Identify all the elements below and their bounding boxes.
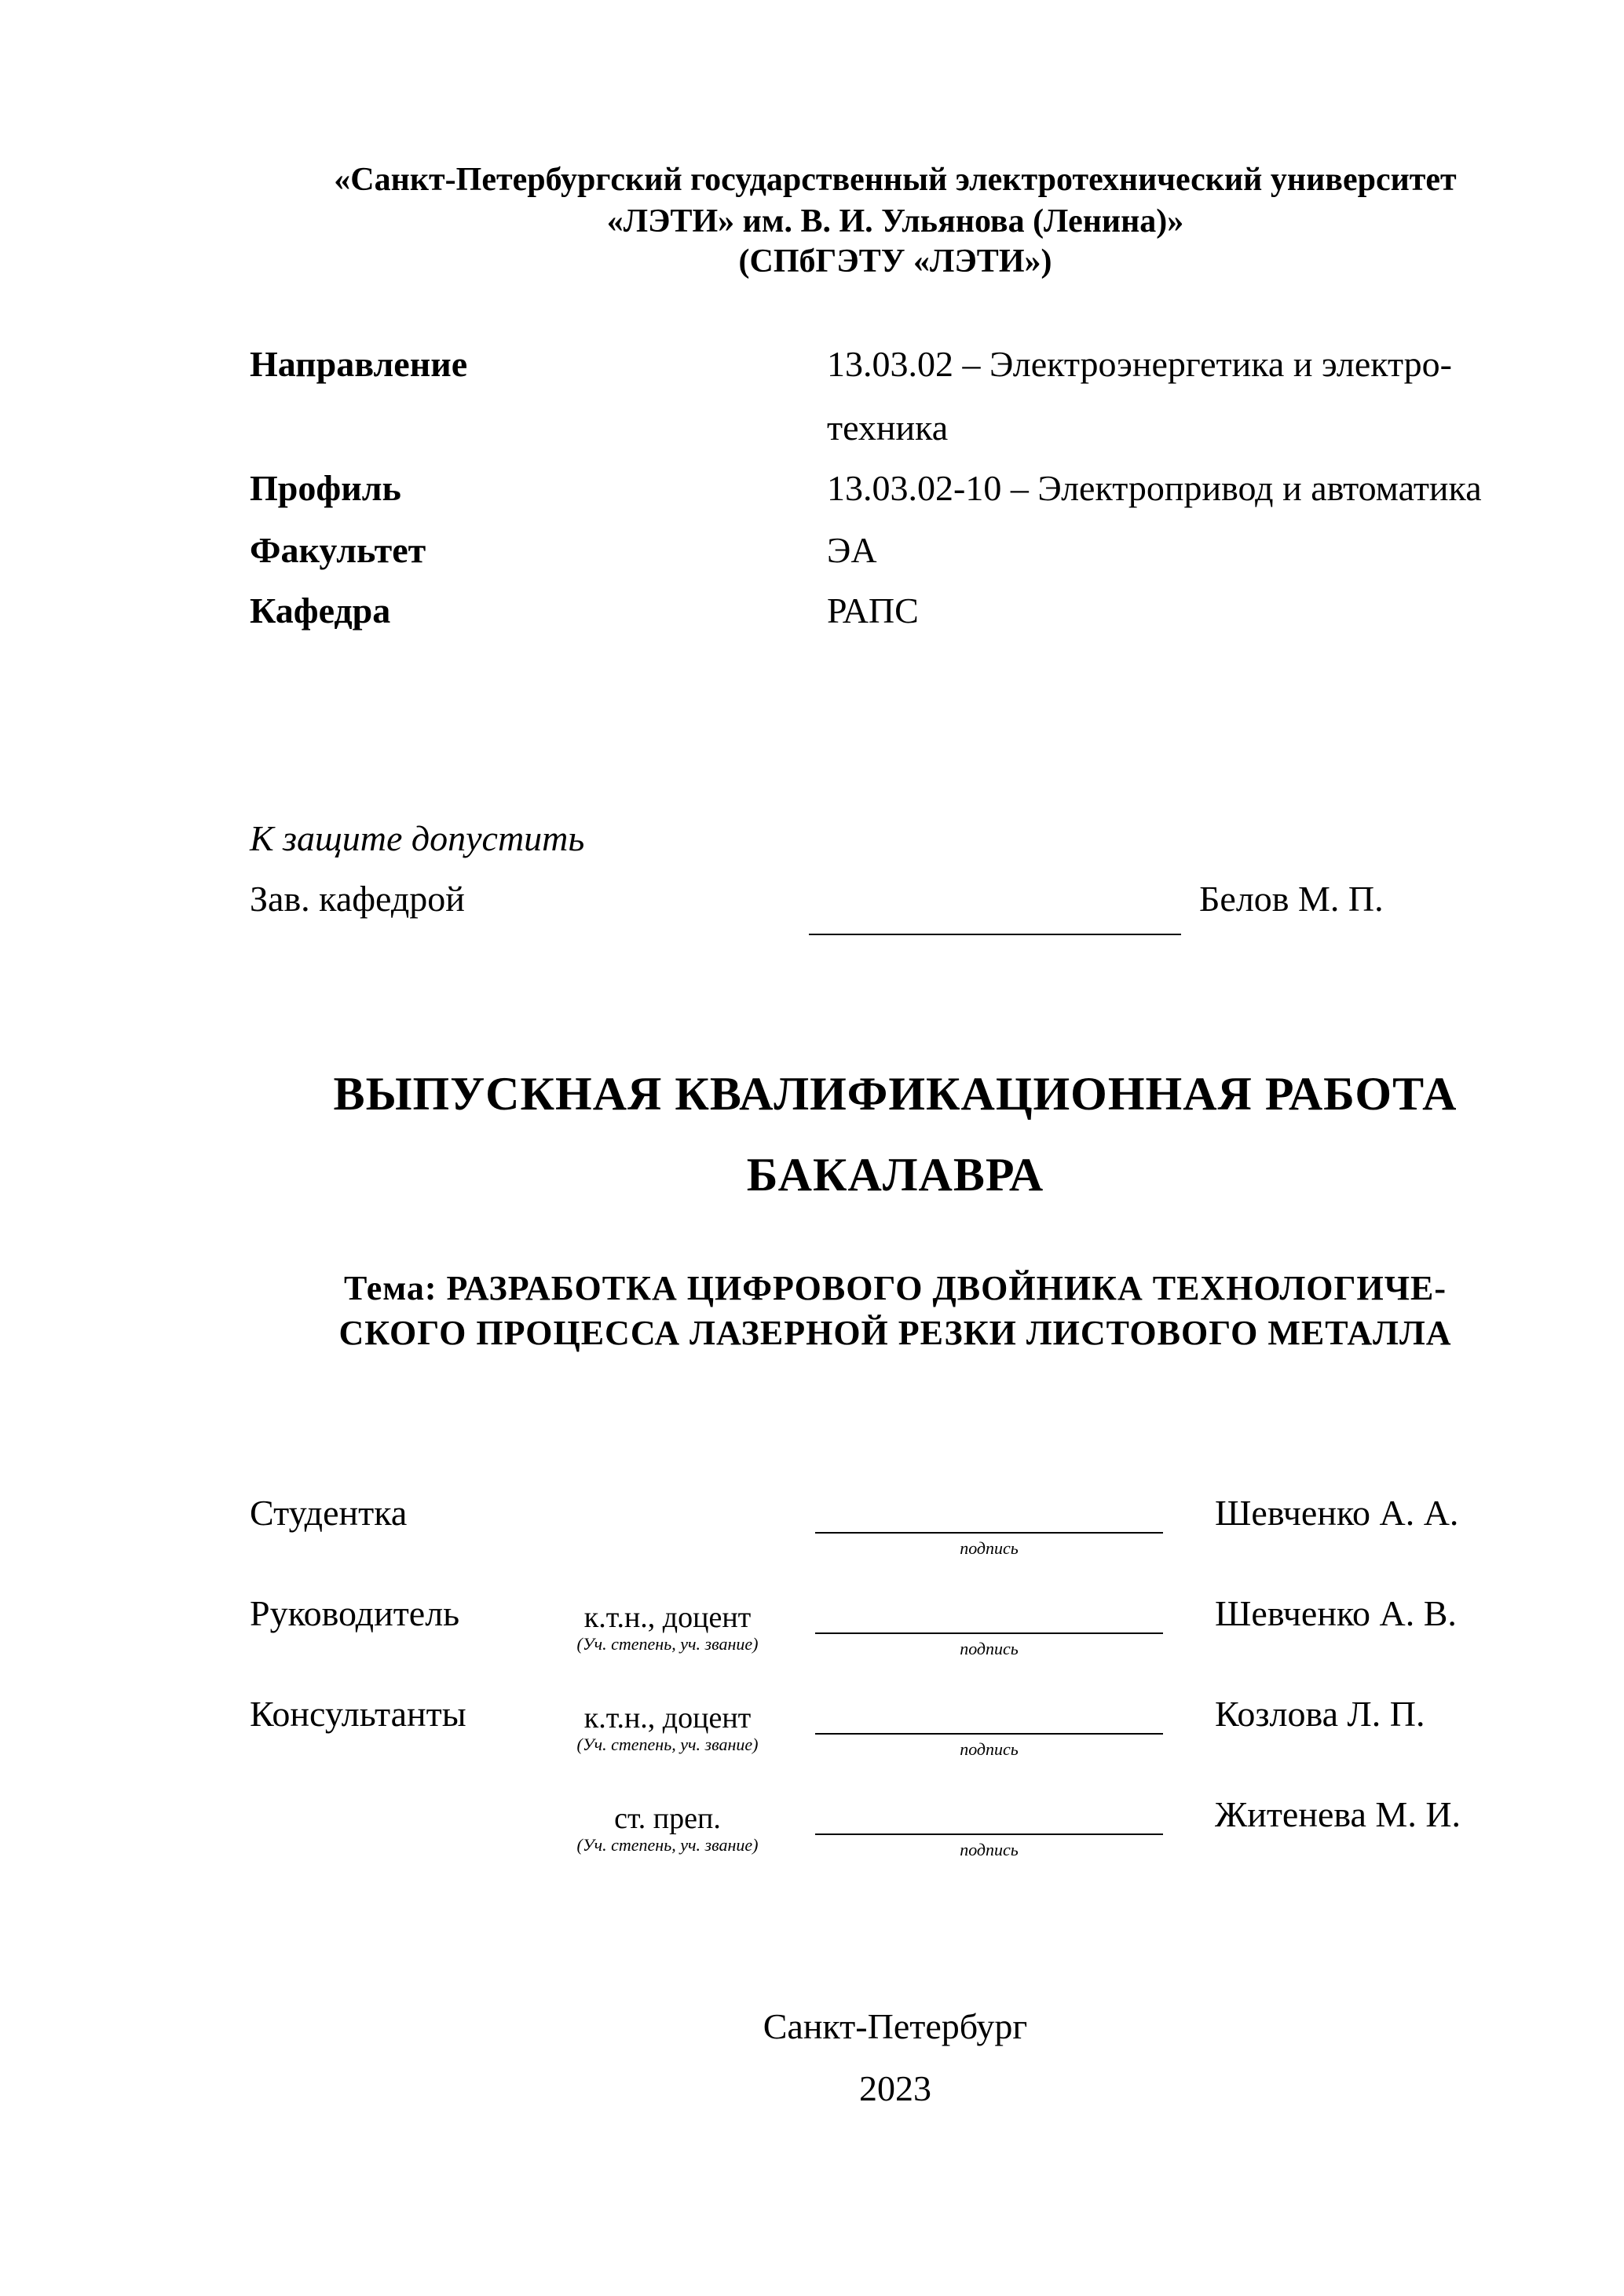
signature-line <box>815 1834 1163 1835</box>
info-label-profile: Профиль <box>250 468 401 508</box>
work-title-line2: БАКАЛАВРА <box>746 1149 1044 1201</box>
info-value-direction-cont: техника <box>827 408 949 448</box>
signature-caption: подпись <box>960 1538 1019 1558</box>
signature-role: Студентка <box>250 1493 408 1533</box>
info-value-direction: 13.03.02 – Электроэнергетика и электро- <box>827 344 1452 384</box>
work-title-line1: ВЫПУСКНАЯ КВАЛИФИКАЦИОННАЯ РАБОТА <box>333 1068 1458 1120</box>
info-label-faculty: Факультет <box>250 530 426 570</box>
topic-line2: СКОГО ПРОЦЕССА ЛАЗЕРНОЙ РЕЗКИ ЛИСТОВОГО МЕТАЛЛА <box>338 1314 1452 1352</box>
info-value-profile: 13.03.02-10 – Электропривод и автоматика <box>827 468 1482 508</box>
academic-degree: к.т.н., доцент <box>583 1702 752 1735</box>
academic-degree: ст. преп. <box>614 1802 721 1835</box>
university-name-line1: «Санкт-Петербургский государственный электротехнический университет <box>334 162 1457 198</box>
city: Санкт-Петербург <box>763 2006 1028 2046</box>
head-of-department-name: Белов М. П. <box>1199 879 1384 919</box>
signature-name: Козлова Л. П. <box>1215 1694 1425 1734</box>
university-name-line2: «ЛЭТИ» им. В. И. Ульянова (Ленина)» <box>606 203 1184 239</box>
academic-degree-caption: (Уч. степень, уч. звание) <box>576 1735 759 1754</box>
signature-line <box>815 1532 1163 1534</box>
academic-degree-caption: (Уч. степень, уч. звание) <box>576 1634 759 1654</box>
signature-line <box>815 1733 1163 1735</box>
signature-role: Руководитель <box>250 1593 460 1633</box>
info-label-direction: Направление <box>250 344 468 384</box>
signature-name: Шевченко А. В. <box>1215 1593 1457 1633</box>
academic-degree: к.т.н., доцент <box>583 1601 752 1634</box>
info-value-faculty: ЭА <box>827 530 877 570</box>
signature-name: Житенева М. И. <box>1215 1794 1461 1834</box>
info-value-department: РАПС <box>827 590 919 631</box>
admit-to-defense: К защите допустить <box>250 818 585 858</box>
signature-caption: подпись <box>960 1639 1019 1658</box>
topic-line1: Тема: РАЗРАБОТКА ЦИФРОВОГО ДВОЙНИКА ТЕХНОЛОГИЧЕ- <box>344 1269 1447 1307</box>
year: 2023 <box>859 2068 931 2108</box>
signature-caption: подпись <box>960 1739 1019 1759</box>
signature-name: Шевченко А. А. <box>1215 1493 1459 1533</box>
signature-line-head <box>809 934 1181 935</box>
academic-degree-caption: (Уч. степень, уч. звание) <box>576 1835 759 1855</box>
head-of-department-label: Зав. кафедрой <box>250 879 465 919</box>
signature-caption: подпись <box>960 1840 1019 1859</box>
signature-line <box>815 1632 1163 1634</box>
info-label-department: Кафедра <box>250 590 391 631</box>
university-abbrev: (СПбГЭТУ «ЛЭТИ») <box>738 243 1052 280</box>
signature-role: Консультанты <box>250 1694 466 1734</box>
